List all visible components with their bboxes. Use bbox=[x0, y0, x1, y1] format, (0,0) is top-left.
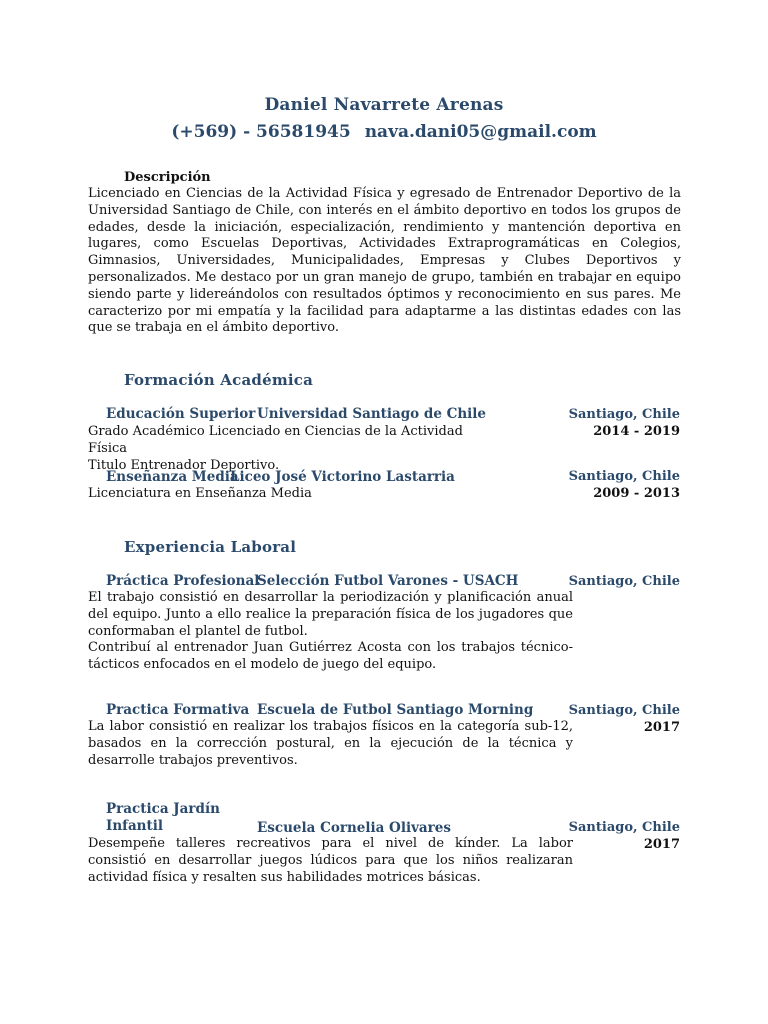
experience-organization: Selección Futbol Varones - USACH bbox=[257, 573, 519, 589]
education-item-1-meta bbox=[569, 407, 680, 441]
phone-number: (+569) - 56581945 bbox=[171, 122, 351, 142]
education-dates: 2009 - 2013 bbox=[593, 485, 680, 501]
education-institution: Universidad Santiago de Chile bbox=[257, 406, 487, 422]
experience-item-2-body bbox=[88, 719, 573, 769]
experience-item-3-header bbox=[106, 801, 451, 836]
education-location: Santiago, Chile bbox=[568, 407, 680, 422]
experience-paragraph: El trabajo consistió en desarrollar la periodización y planificación anual del equipo. Junto a ello realice la preparación física de los jugadores que conformaban el plantel de futbol. bbox=[88, 590, 573, 639]
education-item-1-details bbox=[88, 424, 488, 474]
experience-organization: Escuela Cornelia Olivares bbox=[257, 820, 451, 836]
experience-item-2-header bbox=[106, 702, 534, 718]
experience-paragraph: Desempeñe talleres recreativos para el nivel de kínder. La labor consistió en desarrollar juegos lúdicos para que los niños realizaran actividad física y resalten sus habilidades motrices básicas. bbox=[88, 836, 573, 885]
experience-role: Practica Jardín bbox=[106, 801, 220, 817]
experience-paragraph: Contribuí al entrenador Juan Gutiérrez Acosta con los trabajos técnico-tácticos enfocados en el modelo de juego del equipo. bbox=[88, 640, 573, 673]
education-level: Enseñanza Media bbox=[106, 469, 239, 485]
education-level: Educación Superior bbox=[106, 406, 256, 422]
experience-dates: 2017 bbox=[643, 836, 680, 852]
education-detail-line: Licenciatura en Enseñanza Media bbox=[88, 486, 312, 501]
experience-section-title: Experiencia Laboral bbox=[124, 538, 297, 556]
email-address[interactable]: nava.dani05@gmail.com bbox=[364, 122, 597, 142]
education-item-2-meta bbox=[569, 469, 680, 503]
experience-item-1-header bbox=[106, 573, 519, 589]
description-title: Descripción bbox=[124, 170, 211, 185]
education-institution: Liceo José Victorino Lastarria bbox=[230, 469, 455, 485]
candidate-name: Daniel Navarrete Arenas bbox=[264, 95, 504, 115]
experience-dates: 2017 bbox=[643, 719, 680, 735]
education-item-2-header bbox=[106, 469, 455, 485]
experience-location: Santiago, Chile bbox=[568, 574, 680, 589]
education-item-2-details bbox=[88, 486, 488, 503]
experience-item-1-meta bbox=[569, 574, 680, 591]
experience-item-3-body bbox=[88, 836, 573, 886]
experience-item-2-meta bbox=[569, 703, 680, 737]
education-dates: 2014 - 2019 bbox=[593, 423, 680, 439]
education-location: Santiago, Chile bbox=[568, 469, 680, 484]
experience-item-1-body bbox=[88, 590, 573, 674]
education-detail-line: Titulo Entrenador Deportivo. bbox=[88, 457, 280, 473]
experience-role-continued: Infantil bbox=[106, 818, 163, 834]
experience-organization: Escuela de Futbol Santiago Morning bbox=[257, 702, 534, 718]
experience-item-3-meta bbox=[569, 820, 680, 854]
education-item-1-header bbox=[106, 406, 487, 422]
experience-paragraph: La labor consistió en realizar los trabajos físicos en la categoría sub-12, basados en la corrección postural, en la ejecución de la técnica y desarrolle trabajos preventivos. bbox=[88, 719, 573, 768]
description-text: Licenciado en Ciencias de la Actividad Física y egresado de Entrenador Deportivo de la Universidad Santiago de Chile, con interés en el ámbito deportivo en todos los grupos de edades, desde la iniciación, especialización, rendimiento y mantención deportiva en lugares, como Escuelas Deportivas, Actividades Extraprogramáticas en Colegios, Gimnasios, Universidades, Municipalidades, Empresas y Clubes Deportivos y personalizados. Me destaco por un gran manejo de grupo, también en trabajar en equipo siendo parte y lidereándolos con resultados óptimos y reconocimiento en sus pares. Me caracterizo por mi empatía y la facilidad para adaptarme a las distintas edades con las que se trabaja en el ámbito deportivo. bbox=[88, 186, 681, 336]
experience-location: Santiago, Chile bbox=[568, 703, 680, 718]
education-section-title: Formación Académica bbox=[124, 371, 314, 389]
experience-role: Practica Formativa bbox=[106, 702, 250, 718]
experience-location: Santiago, Chile bbox=[568, 820, 680, 835]
education-detail-line: Grado Académico Licenciado en Ciencias de la Actividad Física bbox=[88, 424, 463, 456]
contact-line bbox=[0, 122, 768, 142]
experience-role: Práctica Profesional bbox=[106, 573, 260, 589]
